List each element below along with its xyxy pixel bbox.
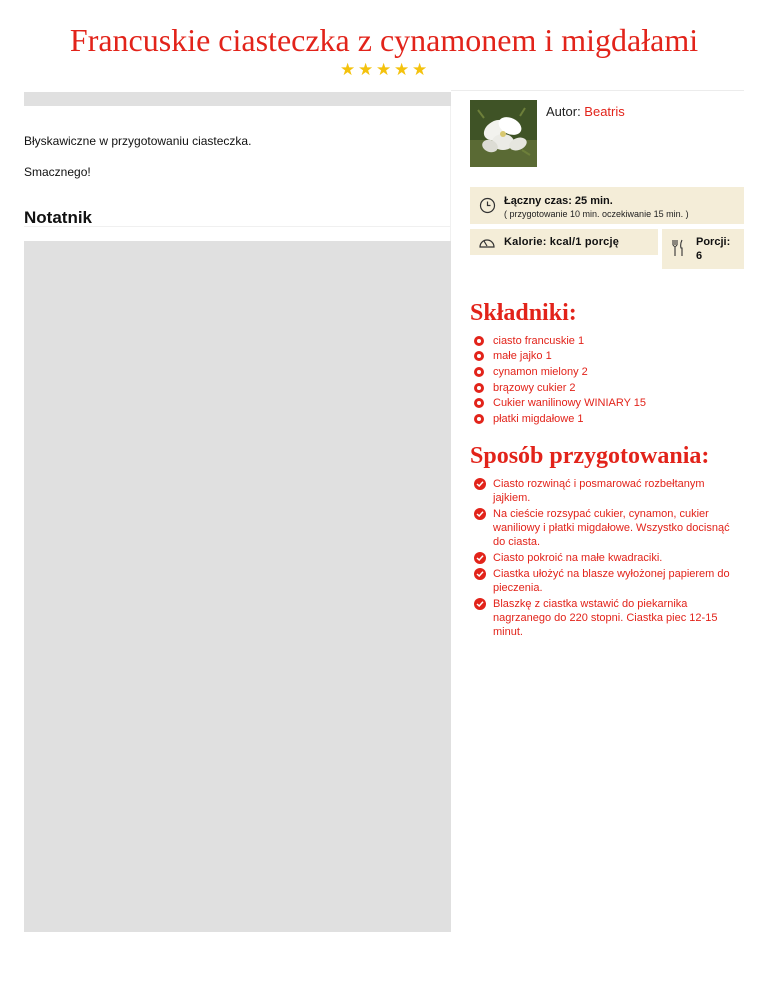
calories-box [470, 229, 658, 255]
step-item[interactable]: Blaszkę z ciastka wstawić do piekarnika nagrzanego do 220 stopni. Ciastka piec 12-15 minut. [474, 597, 744, 639]
circle-bullet-icon [474, 336, 484, 346]
clock-icon [479, 197, 496, 214]
time-info-box [470, 187, 744, 224]
step-item[interactable]: Ciasto rozwinąć i posmarować rozbełtanym jajkiem. [474, 477, 744, 505]
author-line [546, 104, 625, 119]
check-circle-icon [474, 568, 486, 580]
circle-bullet-icon [474, 351, 484, 361]
gauge-icon [478, 235, 496, 249]
total-time: Łączny czas: 25 min. [504, 195, 613, 207]
method-heading: Sposób przygotowania: [470, 443, 710, 469]
ingredient-item[interactable]: ciasto francuskie 1 [474, 333, 646, 349]
ingredients-heading: Składniki: [470, 300, 577, 326]
star-icon[interactable]: ★ [340, 60, 356, 79]
description-line: Smacznego! [24, 165, 91, 179]
description-line: Błyskawiczne w przygotowaniu ciasteczka. [24, 134, 252, 148]
check-circle-icon [474, 508, 486, 520]
star-icon[interactable]: ★ [358, 60, 374, 79]
step-item[interactable]: Ciasto pokroić na małe kwadraciki. [474, 551, 744, 565]
star-icon[interactable]: ★ [376, 60, 392, 79]
ingredient-item[interactable]: płatki migdałowe 1 [474, 411, 646, 427]
circle-bullet-icon [474, 367, 484, 377]
star-icon[interactable]: ★ [394, 60, 410, 79]
rating-stars[interactable] [340, 62, 428, 78]
notebook-area[interactable] [24, 241, 451, 932]
check-circle-icon [474, 552, 486, 564]
recipe-title: Francuskie ciasteczka z cynamonem i migdałami [69, 22, 699, 58]
ingredient-item[interactable]: małe jajko 1 [474, 349, 646, 365]
circle-bullet-icon [474, 414, 484, 424]
left-column [24, 92, 451, 932]
step-item[interactable]: Na cieście rozsypać cukier, cynamon, cukier waniliowy i płatki migdałowe. Wszystko docisnąć do ciasta. [474, 507, 744, 549]
calories-text: Kalorie: kcal/1 porcję [504, 236, 620, 248]
portions-value: 6 [696, 250, 703, 262]
author-label: Autor: [546, 104, 585, 119]
portions-box [662, 229, 744, 269]
ingredient-item[interactable]: brązowy cukier 2 [474, 380, 646, 396]
ingredients-list [474, 333, 646, 427]
ingredient-item[interactable]: Cukier wanilinowy WINIARY 15 [474, 395, 646, 411]
circle-bullet-icon [474, 398, 484, 408]
time-breakdown: ( przygotowanie 10 min. oczekiwanie 15 min. ) [504, 209, 689, 219]
portions-label: Porcji: [696, 236, 731, 248]
step-item[interactable]: Ciastka ułożyć na blasze wyłożonej papierem do pieczenia. [474, 567, 744, 595]
check-circle-icon [474, 598, 486, 610]
divider [451, 90, 744, 91]
method-steps [474, 477, 744, 641]
star-icon[interactable]: ★ [412, 60, 428, 79]
top-gray-bar [24, 92, 451, 106]
check-circle-icon [474, 478, 486, 490]
circle-bullet-icon [474, 383, 484, 393]
author-avatar[interactable] [470, 100, 537, 167]
ingredient-item[interactable]: cynamon mielony 2 [474, 364, 646, 380]
author-link[interactable]: Beatris [584, 104, 625, 119]
fork-knife-icon [671, 239, 685, 257]
notebook-heading: Notatnik [24, 208, 92, 227]
